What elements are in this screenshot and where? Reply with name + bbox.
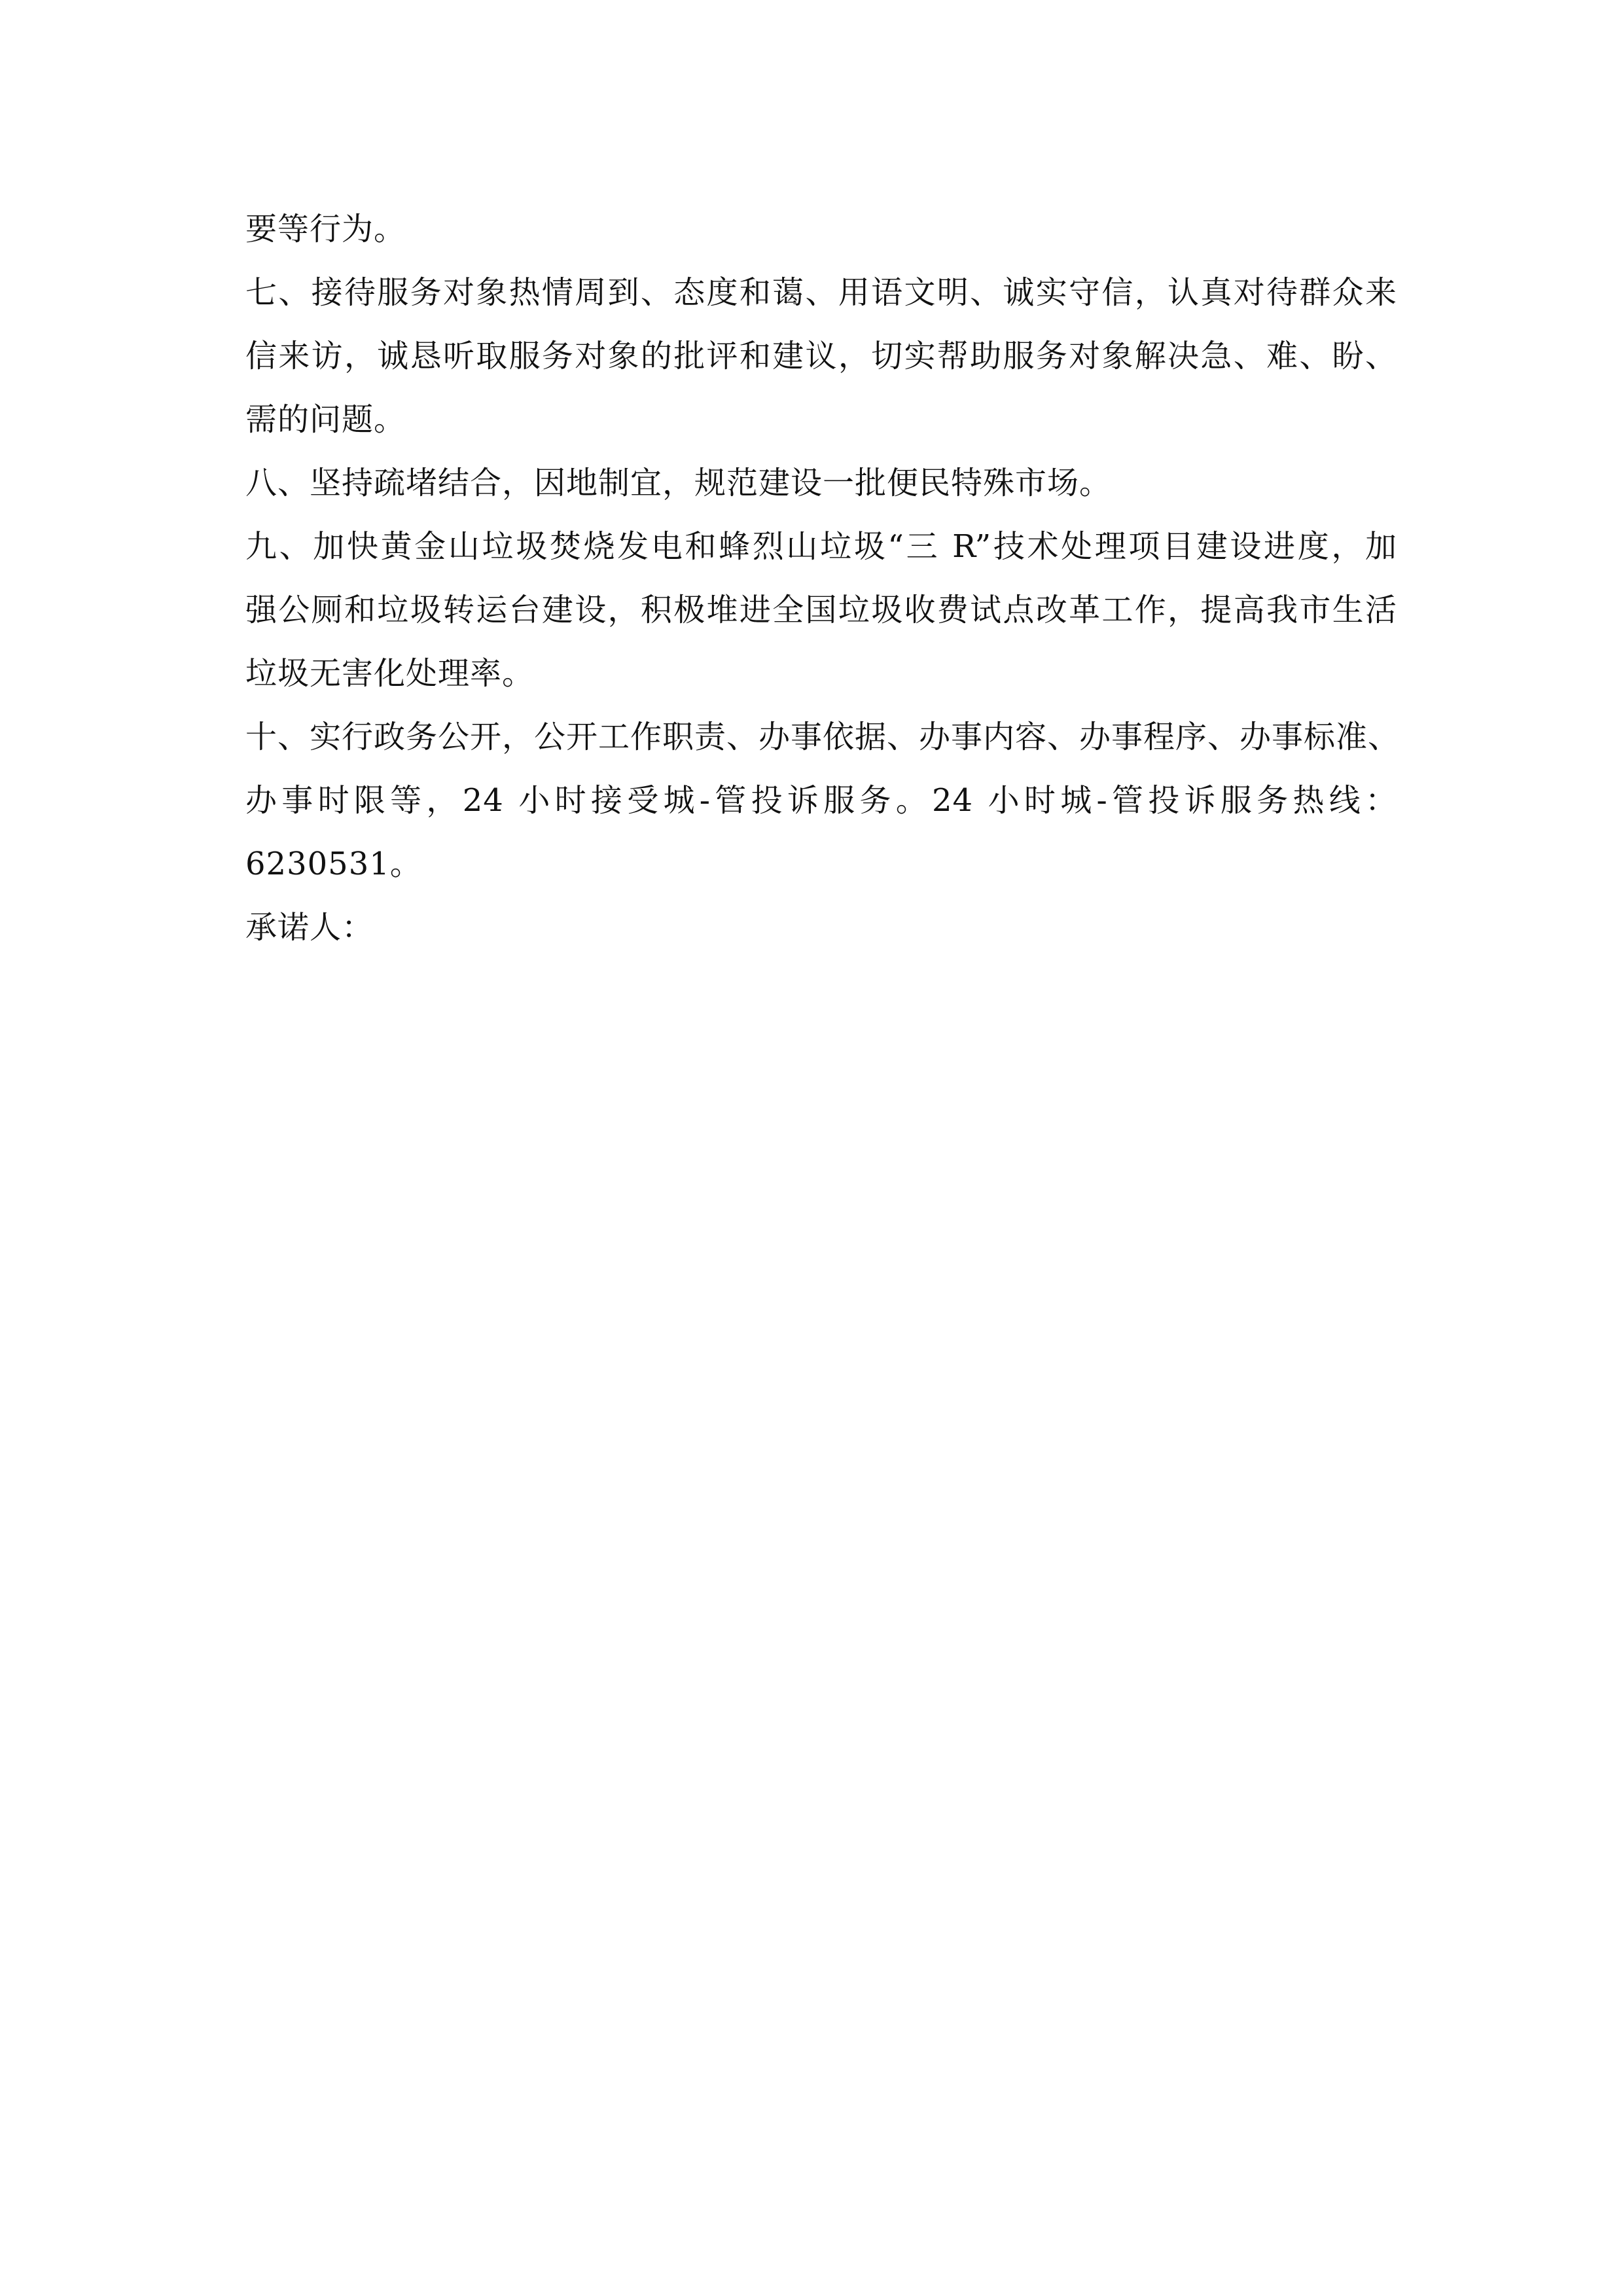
- text-line: 信来访，诚恳听取服务对象的批评和建议，切实帮助服务对象解决急、难、盼、: [245, 338, 1397, 374]
- text-line: 八、坚持疏堵结合，因地制宜，规范建设一批便民特殊市场。: [245, 465, 1112, 501]
- text-line: 办事时限等，24 小时接受城-管投诉服务。24 小时城-管投诉服务热线：: [245, 782, 1397, 819]
- text-line: 要等行为。: [245, 211, 406, 247]
- document-body: [245, 198, 1400, 960]
- text-line: 九、加快黄金山垃圾焚烧发电和蜂烈山垃圾“三 R”技术处理项目建设进度，加: [245, 528, 1397, 565]
- text-line: 十、实行政务公开，公开工作职责、办事依据、办事内容、办事程序、办事标准、: [245, 719, 1400, 755]
- hotline-number: 6230531。: [245, 846, 422, 882]
- text-line: 强公厕和垃圾转运台建设，积极堆进全国垃圾收费试点改革工作，提高我市生活: [245, 592, 1397, 628]
- text-line: 七、接待服务对象热情周到、态度和蔼、用语文明、诚实守信，认真对待群众来: [245, 274, 1397, 311]
- text-line: 垃圾无害化处理率。: [245, 655, 535, 692]
- text-line: 需的问题。: [245, 401, 406, 438]
- signature-label: 承诺人：: [245, 909, 374, 946]
